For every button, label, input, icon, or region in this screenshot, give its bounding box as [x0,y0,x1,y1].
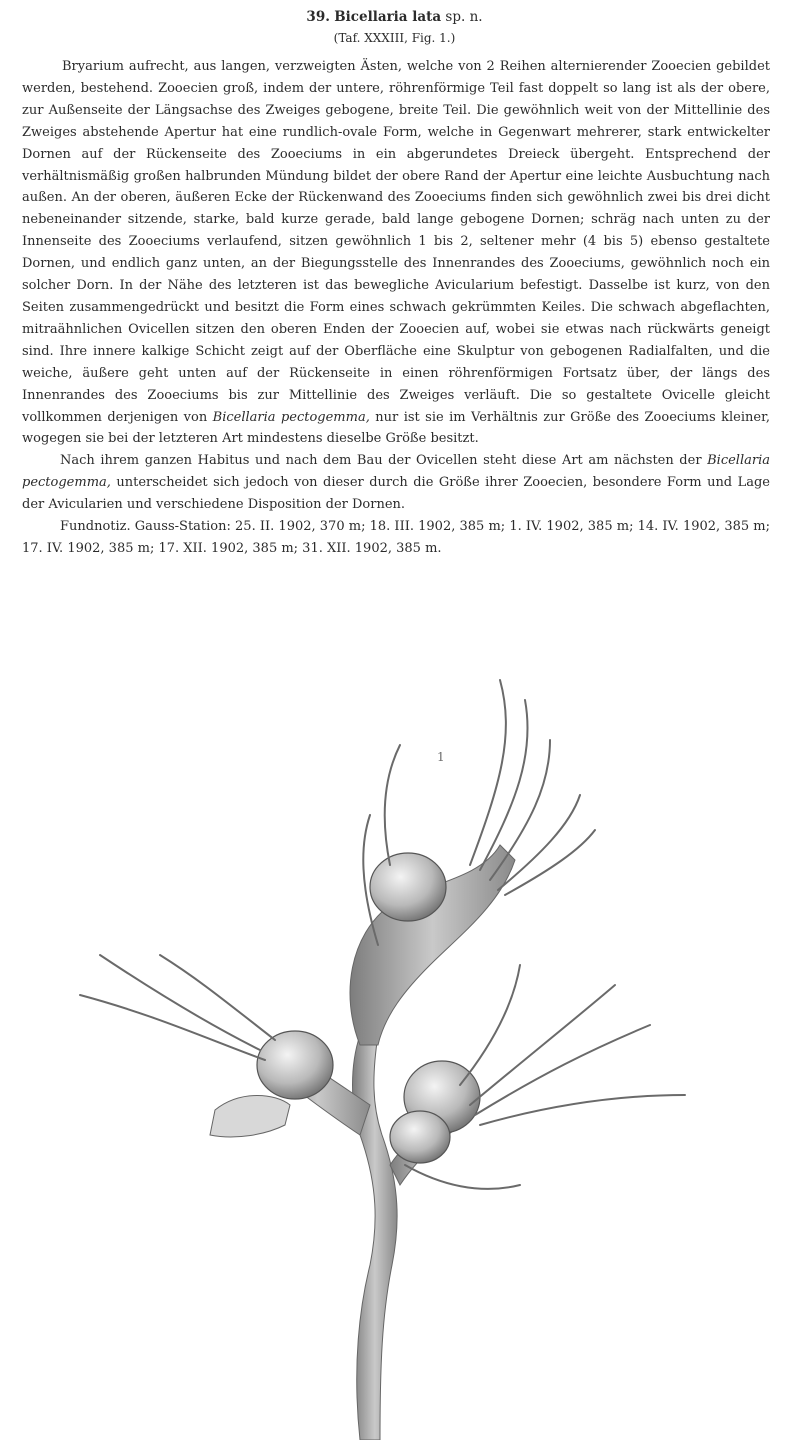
left-ovicell [257,1031,333,1099]
right-ovicell-lower [390,1111,450,1163]
species-suffix: sp. n. [445,9,483,25]
paragraph-description [22,56,770,450]
paragraph-text: unterscheidet sich jedoch von dieser durch die Größe ihrer Zooecien, besondere Form und Lage der Avicularien und verschiedene Disposition der Dornen. [22,475,770,513]
species-reference: Bicellaria pectogemma, [212,409,370,425]
species-heading [0,8,789,26]
species-number: 39. [306,9,330,25]
specimen-illustration [60,665,690,1440]
paragraph-comparison [22,450,770,516]
species-reference: Bicellaria pectogemma, [22,453,770,491]
left-spines [80,955,275,1060]
avicularium [210,1095,290,1136]
paragraph-text: Nach ihrem ganzen Habitus und nach dem Bau der Ovicellen steht diese Art am nächsten der [60,453,702,469]
stem [353,1035,398,1440]
paragraph-locality: Fundnotiz. Gauss-Station: 25. II. 1902, 370 m; 18. III. 1902, 385 m; 1. IV. 1902, 385 m; 14. IV. 1902, 385 m; 17. IV. 1902, 385 m; 17. XII. 1902, 385 m; 31. XII. 1902, 385 m. [22,519,770,556]
species-name: Bicellaria lata [334,9,442,25]
figure-number-label: 1 [437,750,445,764]
paragraph-text: nur ist sie im Verhältnis zur Größe des Zooeciums kleiner, wogegen sie bei der letzteren Art mindestens dieselbe Größe besitzt. [22,409,771,447]
plate-reference: (Taf. XXXIII, Fig. 1.) [333,31,456,45]
paragraph-text: Bryarium aufrecht, aus langen, verzweigten Ästen, welche von 2 Reihen alternierender Zooecien gebildet werden, bestehend. Zooecien groß, indem der untere, röhrenförmige Teil fast doppelt so lang ist als der obere, zur Außenseite der Längsachse des Zweiges gebogene, breite Teil. Die gewöhnlich weit von der Mittellinie des Zweiges abstehende Apertur hat eine rundlich-ovale Form, welche in Gegenwart mehrerer, stark entwickelter Dornen auf der Rückenseite des Zooeciums in ein abgerundetes Dreieck übergeht. Entsprechend der verhältnismäßig großen halbrunden Mündung bildet der obere Rand der Apertur eine leichte Ausbuchtung nach außen. An der oberen, äußeren Ecke der Rückenwand des Zooeciums finden sich gewöhnlich zwei bis drei dicht nebeneinander sitzende, starke, bald kurze gerade, bald lange gebogene Dornen; schräg nach unten zu der Innenseite des Zooeciums verlaufend, sitzen gewöhnlich 1 bis 2, seltener mehr (4 bis 5) ebenso gestaltete Dornen, und endlich ganz unten, an der Biegungsstelle des Innenrandes des Zooeciums, gewöhnlich noch ein solcher Dorn. In der Nähe des letzteren ist das bewegliche Avicularium befestigt. Dasselbe ist kurz, von den Seiten zusammengedrückt und besitzt die Form eines schwach gekrümmten Keiles. Die schwach abgeflachten, mitraähnlichen Ovicellen sitzen den oberen Enden der Zooecien auf, wobei sie etwas nach rückwärts geneigt sind. Ihre innere kalkige Schicht zeigt auf der Oberfläche eine Skulptur von gebogenen Radialfalten, und die weiche, äußere geht unten auf der Rückenseite in einen röhrenförmigen Fortsatz über, der längs des Innenrandes des Zooeciums bis zur Mittellinie des Zweiges verläuft. Die so gestaltete Ovicelle gleicht vollkommen derjenigen von [22,59,770,425]
upper-ovicell [370,853,446,921]
description-text [22,56,770,560]
